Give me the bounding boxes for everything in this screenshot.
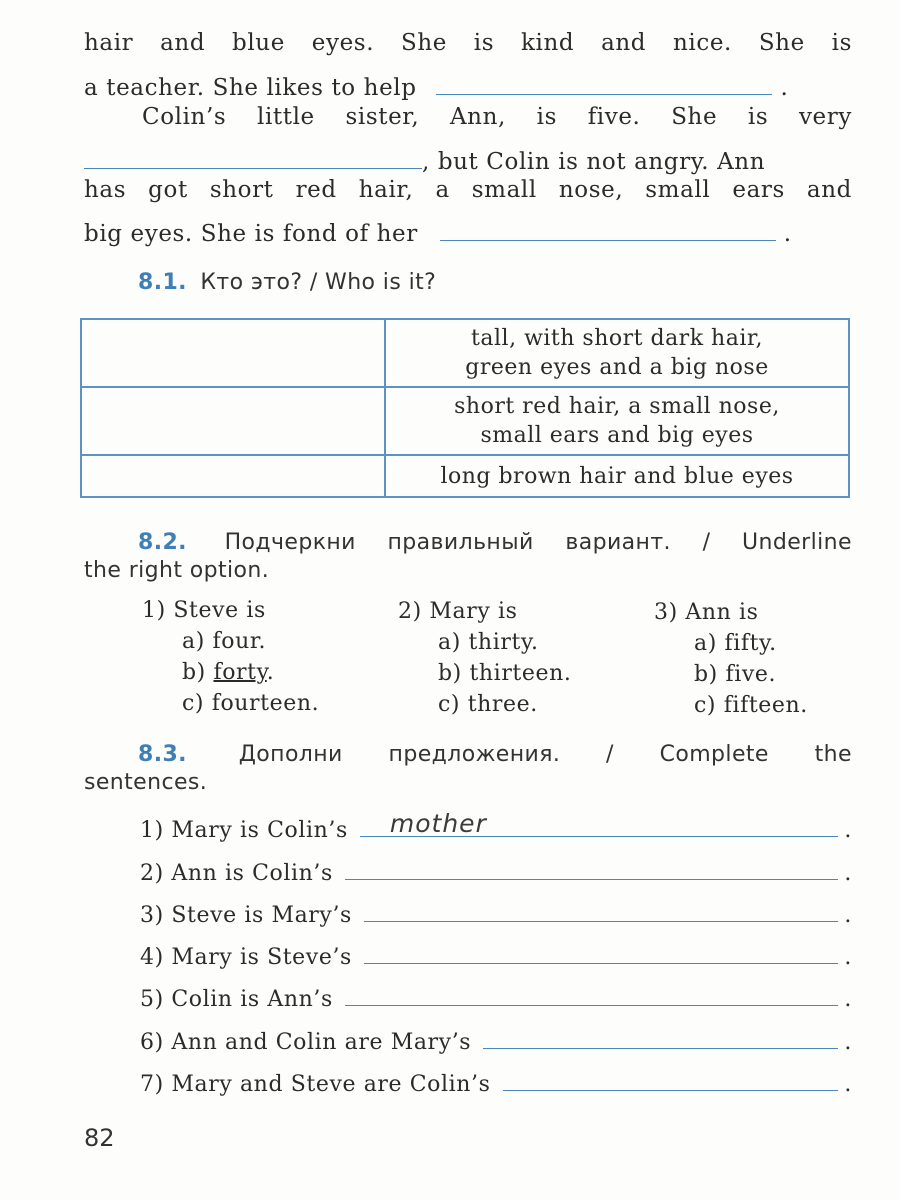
- answer-blank[interactable]: [84, 146, 422, 169]
- exercise-number: 8.2.: [138, 530, 187, 555]
- story-line-3: [142, 104, 852, 130]
- option-letter: b): [182, 660, 214, 685]
- option-letter: b): [694, 662, 726, 687]
- sentence-text: 2) Ann is Colin’s: [140, 861, 333, 886]
- word: is: [536, 104, 557, 130]
- option-a[interactable]: a) four.: [182, 629, 267, 654]
- word: is: [473, 30, 495, 56]
- title-word: /: [606, 742, 614, 767]
- word: small: [645, 177, 711, 203]
- word: has: [84, 177, 127, 203]
- period: .: [844, 818, 852, 843]
- name-cell[interactable]: [81, 319, 385, 387]
- complete-item-4: [140, 939, 852, 970]
- option-a[interactable]: a) thirty.: [438, 630, 539, 655]
- title-word: Underline: [742, 530, 852, 555]
- sentence-text: 6) Ann and Colin are Mary’s: [140, 1030, 472, 1055]
- complete-item-1: [140, 809, 852, 843]
- story-text: a teacher. She likes to help: [84, 75, 417, 101]
- answer-blank[interactable]: [436, 72, 772, 95]
- table-row: [81, 387, 849, 455]
- description-cell: [385, 387, 849, 455]
- answer-line[interactable]: [364, 939, 838, 964]
- complete-item-2: [140, 855, 852, 886]
- answer-line[interactable]: [503, 1066, 839, 1091]
- title-word: the: [814, 742, 852, 767]
- option-letter: b): [438, 661, 470, 686]
- option-c[interactable]: c) three.: [438, 692, 538, 717]
- period: .: [844, 1072, 852, 1097]
- story-line-2: [84, 72, 852, 101]
- description-line: tall, with short dark hair,: [471, 326, 763, 351]
- word: sister,: [345, 104, 420, 130]
- word: red: [295, 177, 337, 203]
- word: She: [758, 30, 805, 56]
- story-line-4: [84, 146, 852, 175]
- word: kind: [521, 30, 575, 56]
- complete-item-5: [140, 981, 852, 1012]
- answer-blank[interactable]: [440, 218, 776, 241]
- word: is: [831, 30, 852, 56]
- option-b[interactable]: [398, 661, 571, 692]
- exercise-8-1-heading: [138, 270, 900, 295]
- title-word: Complete: [659, 742, 769, 767]
- title-word: /: [702, 530, 711, 555]
- exercise-8-2-heading: [138, 530, 852, 555]
- title-word: правильный: [387, 530, 534, 555]
- name-cell[interactable]: [81, 387, 385, 455]
- period: .: [844, 861, 852, 886]
- period: .: [844, 1030, 852, 1055]
- description-cell: [385, 455, 849, 497]
- sentence-text: 4) Mary is Steve’s: [140, 945, 352, 970]
- question: 2) Mary is: [398, 599, 518, 624]
- option-group-1: [142, 598, 319, 722]
- word: hair: [84, 30, 134, 56]
- page-number: 82: [84, 1124, 115, 1152]
- option-a[interactable]: a) fifty.: [694, 631, 777, 656]
- name-cell[interactable]: [81, 455, 385, 497]
- story-line-1: [84, 30, 852, 56]
- complete-item-7: [140, 1066, 852, 1097]
- exercise-8-2-heading-cont: the right option.: [84, 558, 270, 583]
- option-group-3: [654, 600, 808, 724]
- exercise-8-3-heading: [138, 742, 852, 767]
- word: a: [435, 177, 450, 203]
- period: .: [780, 75, 789, 101]
- sentence-text: 1) Mary is Colin’s: [140, 818, 348, 843]
- word: very: [798, 104, 852, 130]
- sentence-text: 5) Colin is Ann’s: [140, 987, 333, 1012]
- answer-line[interactable]: [483, 1024, 838, 1049]
- story-line-5: [84, 177, 852, 203]
- answer-line[interactable]: [345, 981, 838, 1006]
- sentence-text: 7) Mary and Steve are Colin’s: [140, 1072, 491, 1097]
- description-line: green eyes and a big nose: [465, 355, 769, 380]
- option-b-text: thirteen.: [469, 661, 572, 686]
- title-word: вариант.: [565, 530, 671, 555]
- exercise-number: 8.3.: [138, 742, 187, 767]
- word: Ann,: [449, 104, 506, 130]
- who-is-it-table: [80, 318, 850, 498]
- option-b[interactable]: [654, 662, 808, 693]
- word: five.: [587, 104, 641, 130]
- story-text: , but Colin is not angry. Ann: [422, 149, 766, 175]
- title-word: Дополни: [238, 742, 343, 767]
- title-word: предложения.: [388, 742, 561, 767]
- period: .: [783, 221, 792, 247]
- description-cell: [385, 319, 849, 387]
- table-row: [81, 319, 849, 387]
- description-line: short red hair, a small nose,: [454, 394, 780, 419]
- question: 3) Ann is: [654, 600, 759, 625]
- word: short: [209, 177, 274, 203]
- table-row: [81, 455, 849, 497]
- handwritten-answer: mother: [389, 809, 487, 838]
- word: and: [806, 177, 852, 203]
- period: .: [844, 945, 852, 970]
- story-text: big eyes. She is fond of her: [84, 221, 418, 247]
- word: ears: [732, 177, 785, 203]
- description-line: small ears and big eyes: [480, 423, 754, 448]
- word: got: [148, 177, 188, 203]
- word: small: [471, 177, 537, 203]
- title-word: Подчеркни: [224, 530, 356, 555]
- period: .: [844, 903, 852, 928]
- period: .: [266, 660, 275, 685]
- question: 1) Steve is: [142, 598, 266, 623]
- exercise-title: Кто это? / Who is it?: [200, 270, 437, 295]
- answer-line[interactable]: [364, 897, 838, 922]
- option-b[interactable]: [142, 660, 319, 691]
- word: eyes.: [311, 30, 375, 56]
- option-b-text: five.: [725, 662, 777, 687]
- answer-line[interactable]: [345, 855, 838, 880]
- word: Colin’s: [142, 104, 227, 130]
- period: .: [844, 987, 852, 1012]
- word: She: [671, 104, 718, 130]
- underlined-answer: forty: [213, 660, 267, 685]
- sentence-text: 3) Steve is Mary’s: [140, 903, 352, 928]
- word: is: [747, 104, 769, 130]
- word: blue: [232, 30, 285, 56]
- word: nose,: [558, 177, 624, 203]
- word: and: [601, 30, 647, 56]
- answer-line[interactable]: [360, 809, 839, 838]
- complete-item-6: [140, 1024, 852, 1055]
- story-line-6: [84, 218, 852, 247]
- option-group-2: [398, 599, 571, 723]
- exercise-8-3-heading-cont: sentences.: [84, 770, 208, 795]
- word: nice.: [672, 30, 732, 56]
- option-c[interactable]: c) fifteen.: [694, 693, 808, 718]
- option-c[interactable]: c) fourteen.: [182, 691, 320, 716]
- description-line: long brown hair and blue eyes: [440, 463, 794, 489]
- complete-item-3: [140, 897, 852, 928]
- word: She: [400, 30, 447, 56]
- word: little: [257, 104, 315, 130]
- exercise-number: 8.1.: [138, 270, 187, 295]
- word: and: [160, 30, 206, 56]
- word: hair,: [358, 177, 414, 203]
